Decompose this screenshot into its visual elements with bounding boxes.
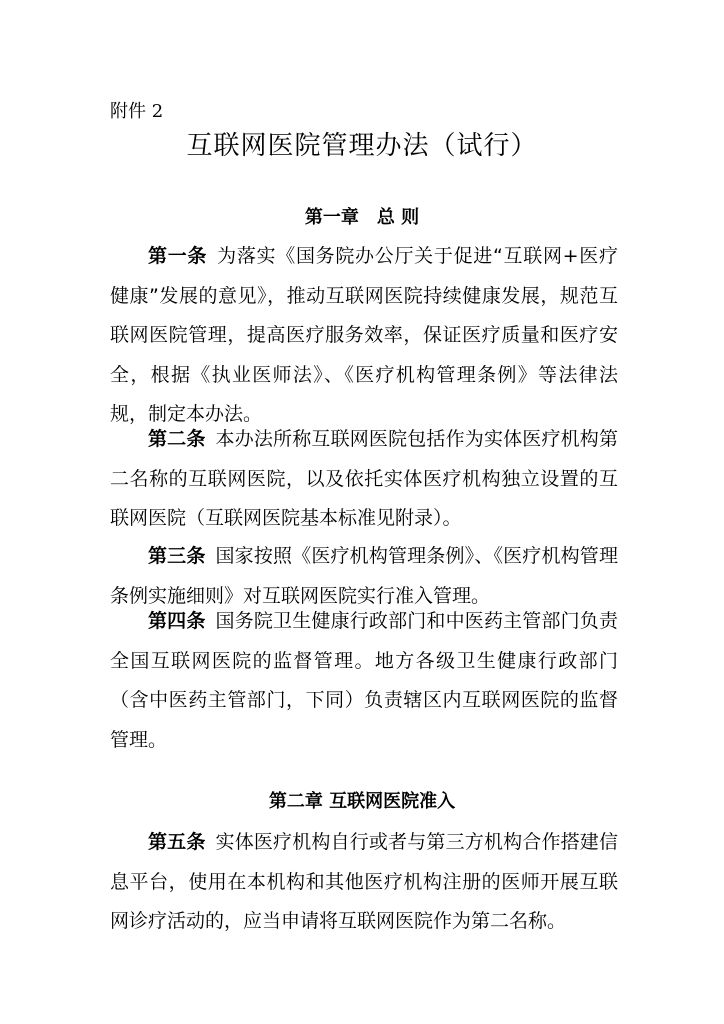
article-2	[110, 420, 618, 539]
document-title: 互联网医院管理办法（试行）	[186, 131, 538, 161]
article-5	[110, 823, 618, 942]
article-label: 第一条	[148, 245, 208, 267]
article-1	[110, 237, 618, 435]
chapter-heading-1: 第一章 总 则	[304, 207, 420, 228]
article-text: 国务院卫生健康行政部门和中医药主管部门负责全国互联网医院的监督管理。地方各级卫生健康行政部门（含中医药主管部门，下同）负责辖区内互联网医院的监督管理。	[110, 610, 618, 751]
article-label: 第四条	[148, 610, 206, 632]
article-label: 第三条	[148, 545, 206, 567]
article-text: 实体医疗机构自行或者与第三方机构合作搭建信息平台，使用在本机构和其他医疗机构注册的医师开展互联网诊疗活动的，应当申请将互联网医院作为第二名称。	[110, 831, 618, 932]
article-text: 本办法所称互联网医院包括作为实体医疗机构第二名称的互联网医院，以及依托实体医疗机构独立设置的互联网医院（互联网医院基本标准见附录）。	[110, 428, 618, 529]
article-text: 国家按照《医疗机构管理条例》、《医疗机构管理条例实施细则》对互联网医院实行准入管理。	[110, 545, 618, 607]
article-4	[110, 602, 618, 760]
article-label: 第五条	[148, 831, 206, 853]
chapter-heading-2: 第二章 互联网医院准入	[268, 791, 456, 812]
article-text: 为落实《国务院办公厅关于促进“互联网+医疗健康”发展的意见》，推动互联网医院持续健康发展，规范互联网医院管理，提高医疗服务效率，保证医疗质量和医疗安全，根据《执业医师法》、《医疗机构管理条例》等法律法规，制定本办法。	[110, 245, 618, 425]
article-label: 第二条	[148, 428, 206, 450]
attachment-label: 附件 2	[110, 101, 164, 122]
